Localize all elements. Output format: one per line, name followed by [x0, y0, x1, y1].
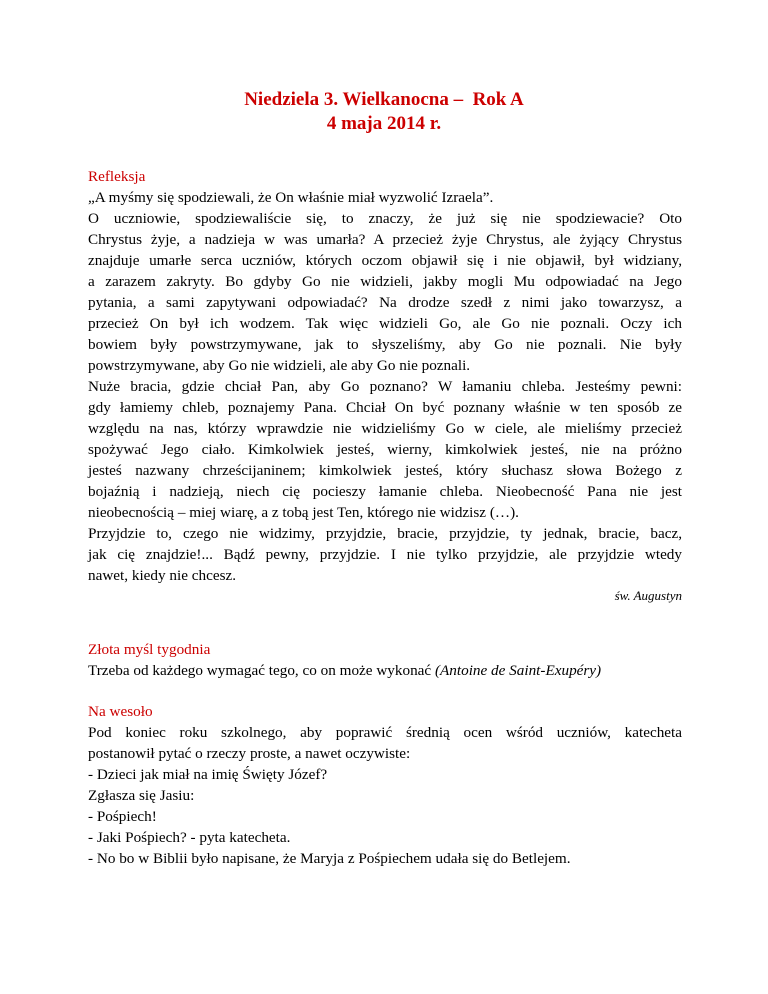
humor-line: Zgłasza się Jasiu:: [88, 787, 195, 804]
thought-quote: Trzeba od każdego wymagać tego, co on może wykonać: [88, 662, 435, 679]
reflection-line: Nuże bracia, gdzie chciał Pan, aby Go poznano? W łamaniu chleba. Jesteśmy pewni:: [88, 378, 682, 395]
reflection-line: jesteś nazwany chrześcijaninem; kimkolwiek jesteś, który słuchasz słowa Bożego z: [88, 462, 682, 479]
reflection-body: [88, 187, 682, 586]
reflection-line: przecież On był ich wodzem. Tak więc widzieli Go, ale Go nie poznali. Oczy ich: [88, 315, 682, 332]
humor-line: - Jaki Pośpiech? - pyta katecheta.: [88, 829, 291, 846]
reflection-line: nawet, kiedy nie chcesz.: [88, 567, 237, 584]
reflection-line: jak cię znajdzie!... Bądź pewny, przyjdzie. I nie tylko przyjdzie, ale przyjdzie wtedy: [88, 546, 682, 563]
reflection-line: bowiem były powstrzymywane, jak to słyszeliśmy, aby Go nie poznali. Nie były: [88, 336, 682, 353]
reflection-line: O uczniowie, spodziewaliście się, to znaczy, że już się nie spodziewacie? Oto: [88, 210, 682, 227]
humor-intro-line: postanowił pytać o rzeczy proste, a nawet oczywiste:: [88, 745, 411, 762]
humor-intro: [88, 722, 682, 764]
reflection-line: Przyjdzie to, czego nie widzimy, przyjdzie, bracie, przyjdzie, ty jednak, bracie, bacz,: [88, 525, 682, 542]
reflection-line: spożywać Jego ciało. Kimkolwiek jesteś, wierny, kimkolwiek jesteś, nie na próżno: [88, 441, 682, 458]
humor-line: - No bo w Biblii było napisane, że Maryja z Pośpiechem udała się do Betlejem.: [88, 850, 571, 867]
humor-intro-line: Pod koniec roku szkolnego, aby poprawić średnią ocen wśród uczniów, katecheta: [88, 724, 682, 741]
humor-line: - Dzieci jak miał na imię Święty Józef?: [88, 766, 328, 783]
thought-heading: Złota myśl tygodnia: [88, 641, 211, 658]
humor-line: - Pośpiech!: [88, 808, 157, 825]
thought-author: (Antoine de Saint-Exupéry): [434, 662, 602, 679]
title-line-2: 4 maja 2014 r.: [326, 113, 442, 134]
reflection-line: nieobecnością – miej wiarę, a z tobą jest Ten, którego nie widzisz (…).: [88, 504, 519, 521]
reflection-section: [88, 166, 682, 606]
reflection-line: pytania, a sami zapytywani odpowiadać? Na drodze szedł z nimi jako towarzysz, a: [88, 294, 682, 311]
humor-dialogue: [88, 764, 682, 869]
reflection-line: a zarazem zakryty. Bo gdyby Go nie widzieli, jakby mogli Mu odpowiadać na Jego: [88, 273, 682, 290]
reflection-line: gdy łamiemy chleb, poznajemy Pana. Chciał On być poznany właśnie w ten sposób ze: [88, 399, 682, 416]
reflection-line: znajduje umarłe serca uczniów, których oczom objawił się i nie objawił, był widziany,: [88, 252, 682, 269]
reflection-line: „A myśmy się spodziewali, że On właśnie miał wyzwolić Izraela”.: [88, 189, 494, 206]
reflection-heading: Refleksja: [88, 168, 146, 185]
thought-text: [88, 660, 682, 681]
humor-section: [88, 701, 682, 869]
reflection-line: bojaźnią i nadzieją, niech cię pocieszy łamanie chleba. Nieobecność Pana nie jest: [88, 483, 682, 500]
humor-heading: Na wesoło: [88, 703, 153, 720]
reflection-line: powstrzymywane, aby Go nie widzieli, ale aby Go nie poznali.: [88, 357, 471, 374]
title-line-1: Niedziela 3. Wielkanocna – Rok A: [244, 89, 524, 110]
reflection-line: Chrystus żyje, a nadzieja w was umarła? A przecież żyje Chrystus, ale żyjący Chrystus: [88, 231, 682, 248]
reflection-signature: św. Augustyn: [614, 588, 682, 603]
thought-section: [88, 639, 682, 681]
document-title: [0, 88, 768, 136]
reflection-line: względu na nas, którzy wprawdzie nie widzieliśmy Go w ciele, ale mieliśmy przecież: [88, 420, 682, 437]
